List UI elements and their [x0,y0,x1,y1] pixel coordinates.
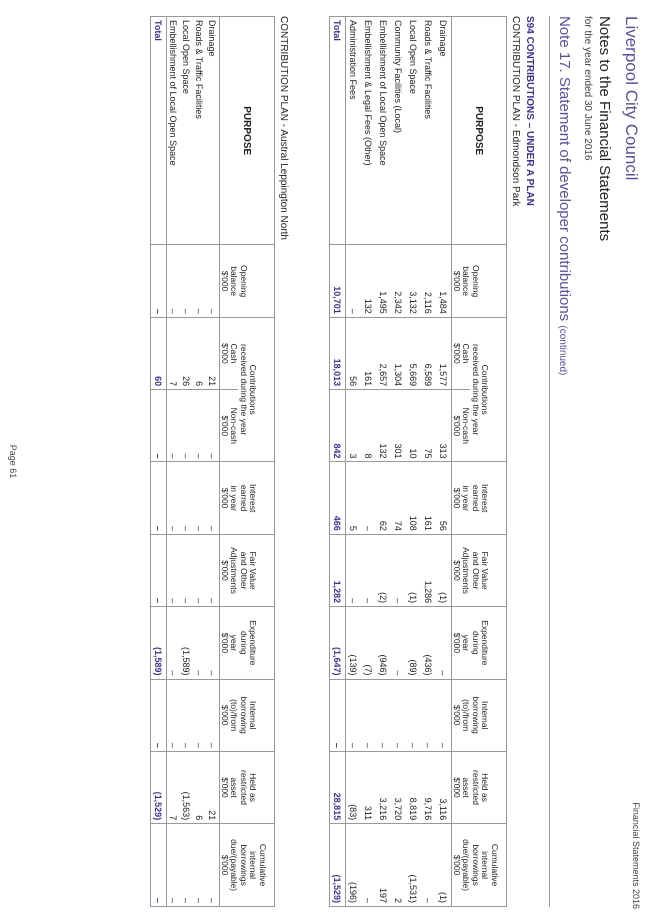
opening-balance-header [219,245,274,317]
total-internal: – [150,679,166,751]
header-line: $'000 [452,777,463,798]
table-row [421,17,436,907]
cell-fairvalue: – [345,534,361,606]
header-line: received during the year [238,344,249,436]
cell-noncash: – [193,390,206,462]
cell-opening: 2,116 [421,245,436,317]
header-line: $'000 [452,704,463,726]
cell-internal: – [361,679,376,751]
cell-opening: 3,132 [406,245,421,317]
header-line: $'000 [220,704,231,726]
row-label: Local Open Space [406,17,421,245]
header-line: Held as [480,773,491,802]
header-line: internal [480,851,491,880]
header-line: $'000 [220,777,231,798]
cell-expenditure: (1,589) [180,607,193,679]
header-line: earned [470,484,481,512]
table-row [345,17,361,907]
note-title [556,16,573,375]
cell-internal: – [193,679,206,751]
header-line: Contributions [480,364,491,415]
cell-noncash: 313 [436,390,452,462]
cell-fairvalue: – [166,534,180,606]
cell-interest: 5 [345,462,361,534]
cell-held: 3,116 [436,751,452,823]
restricted-asset-header [451,751,506,823]
header-line: restricted [470,770,481,806]
header-line: $'000 [220,270,231,292]
header-line: borrowings [470,844,481,886]
row-label: Roads & Traffic Facilities [421,17,436,245]
row-label: Drainage [436,17,452,245]
cell-cumulative: – [421,824,436,907]
cell-interest: – [206,462,220,534]
header-line: $'000 [220,560,231,581]
cell-cash: 2,657 [376,317,391,389]
row-label: Local Open Space [180,17,193,245]
cell-interest: 56 [436,462,452,534]
row-label: Drainage [206,17,220,245]
header-line: Expenditure [248,620,259,666]
total-held: 28,815 [329,751,345,823]
noncash-header [219,390,238,462]
cell-opening: 1,495 [376,245,391,317]
header-line: Fair Value [248,551,259,590]
header-line: Non-cash [229,407,240,444]
table-row [391,17,406,907]
header-line: balance [461,266,472,296]
header-line: $'000 [220,343,231,364]
header-line: Non-cash [461,407,472,444]
cell-expenditure: – [166,607,180,679]
statements-label: Financial Statements 2016 [631,802,641,909]
fair-value-header [451,534,506,606]
cell-expenditure: (436) [421,607,436,679]
cell-internal: – [436,679,452,751]
cell-fairvalue: – [193,534,206,606]
table-row [180,17,193,907]
total-fairvalue: – [150,534,166,606]
opening-balance-header [451,245,506,317]
total-internal: – [329,679,345,751]
cell-held: 6 [193,751,206,823]
total-cumulative: (1,529) [329,824,345,907]
cell-expenditure: (139) [345,607,361,679]
header-line: Opening [238,265,249,298]
total-cash: 60 [150,317,166,389]
plan-title: CONTRIBUTION PLAN - Edmondson Park [510,16,521,207]
header-line: $'000 [452,854,463,876]
header-line: (to)/from [461,699,472,732]
cell-interest: 108 [406,462,421,534]
cell-opening: 2,342 [391,245,406,317]
contributions-header [239,317,275,462]
cell-cash: 5,669 [406,317,421,389]
plan-title: CONTRIBUTION PLAN - Austral Leppington North [278,16,289,240]
total-expenditure: (1,647) [329,607,345,679]
cell-fairvalue: – [361,534,376,606]
header-line: in year [461,485,472,511]
noncash-header [451,390,470,462]
notes-heading: Notes to the Financial Statements [596,16,613,242]
cell-noncash: – [180,390,193,462]
header-line: and Other [470,551,481,590]
cell-interest: 161 [421,462,436,534]
cell-expenditure: (89) [406,607,421,679]
header-line: due/(payable) [461,839,472,892]
total-fairvalue: 1,282 [329,534,345,606]
purpose-header: PURPOSE [451,17,506,245]
cell-noncash: 3 [345,390,361,462]
row-label: Roads & Traffic Facilities [193,17,206,245]
cell-cash: 6,589 [421,317,436,389]
header-line: during [238,631,249,655]
cell-opening: – [180,245,193,317]
cell-fairvalue: (1) [436,534,452,606]
header-line: earned [238,484,249,512]
cell-interest: – [166,462,180,534]
header-line: Cash [229,343,240,364]
expenditure-header [451,607,506,679]
contributions-table [329,16,507,907]
cell-cash: 1,577 [436,317,452,389]
internal-borrowing-header [219,679,274,751]
cell-fairvalue: – [391,534,406,606]
cell-cumulative: 2 [391,824,406,907]
header-line: Opening [470,265,481,298]
cell-held: 9,716 [421,751,436,823]
cell-fairvalue: – [180,534,193,606]
header-line: Interest [480,483,491,513]
total-opening: 10,701 [329,245,345,317]
cell-opening: 1,484 [436,245,452,317]
cell-cumulative: 197 [376,824,391,907]
header-line: $'000 [220,415,231,437]
cell-noncash: 75 [421,390,436,462]
total-label: Total [150,17,166,245]
table-row [436,17,452,907]
header-line: asset [461,777,472,798]
table-row [206,17,220,907]
cell-noncash: – [206,390,220,462]
cell-cash: 1,304 [391,317,406,389]
total-row [329,17,345,907]
total-noncash: 842 [329,390,345,462]
header-line: and Other [238,551,249,590]
cell-noncash: 132 [376,390,391,462]
header-line: year [229,634,240,652]
cell-internal: – [345,679,361,751]
header-line: restricted [238,770,249,806]
header-line: $'000 [452,560,463,581]
cell-opening: – [206,245,220,317]
cell-internal: – [421,679,436,751]
header-line: $'000 [452,415,463,437]
header-line: Adjustments [461,547,472,594]
header-line: $'000 [220,632,231,654]
header-line: $'000 [220,854,231,876]
cash-header [451,317,470,389]
cell-opening: – [193,245,206,317]
row-label: Embellishment & Legal Fees (Other) [361,17,376,245]
cell-interest: 74 [391,462,406,534]
header-line: Internal [480,701,491,730]
note-title-text: Note 17. Statement of developer contributions [556,16,573,322]
cell-cumulative: – [180,824,193,907]
cell-cumulative: – [166,824,180,907]
fair-value-header [219,534,274,606]
cell-held: 3,216 [376,751,391,823]
cell-expenditure: (946) [376,607,391,679]
header-line: Internal [248,701,259,730]
header-line: Contributions [248,364,259,415]
header-line: $'000 [452,632,463,654]
total-cumulative: – [150,824,166,907]
council-name: Liverpool City Council [622,16,641,181]
cell-noncash: 8 [361,390,376,462]
cell-cash: 6 [193,317,206,389]
header-line: Adjustments [229,547,240,594]
cell-internal: – [206,679,220,751]
header-line: $'000 [452,343,463,364]
total-held: (1,529) [150,751,166,823]
page-number: Page 61 [8,444,18,479]
row-label: Embellishment of Local Open Space [376,17,391,245]
contributions-header [471,317,507,462]
header-line: Expenditure [480,620,491,666]
cell-fairvalue: – [206,534,220,606]
cell-cash: 56 [345,317,361,389]
cell-internal: – [180,679,193,751]
header-line: Held as [248,773,259,802]
header-line: year [461,634,472,652]
cell-held: 21 [206,751,220,823]
cell-internal: – [391,679,406,751]
cell-cumulative: – [193,824,206,907]
header-line: due/(payable) [229,839,240,892]
header-line: Cash [461,343,472,364]
cell-fairvalue: (1) [406,534,421,606]
header-line: during [470,631,481,655]
cell-cumulative: (196) [345,824,361,907]
table-row [406,17,421,907]
total-row [150,17,166,907]
header-line: in year [229,485,240,511]
header-line: $'000 [452,270,463,292]
expenditure-header [219,607,274,679]
cell-cash: 26 [180,317,193,389]
cell-expenditure: – [193,607,206,679]
cell-internal: – [166,679,180,751]
cell-cash: 161 [361,317,376,389]
cell-held: (83) [345,751,361,823]
internal-borrowing-header [451,679,506,751]
total-expenditure: (1,589) [150,607,166,679]
cumulative-borrowings-header [219,824,274,907]
header-line: borrowing [470,696,481,734]
total-label: Total [329,17,345,245]
header-line: Interest [248,483,259,513]
header-line: internal [248,851,259,880]
header-line: (to)/from [229,699,240,732]
total-interest: 466 [329,462,345,534]
cell-expenditure: – [436,607,452,679]
table-row [166,17,180,907]
cell-expenditure: – [391,607,406,679]
table-row [193,17,206,907]
row-label: Administration Fees [345,17,361,245]
cell-fairvalue: 1,286 [421,534,436,606]
total-interest: – [150,462,166,534]
purpose-header: PURPOSE [219,17,274,245]
row-label: Embellishment of Local Open Space [166,17,180,245]
period-text: for the year ended 30 June 2016 [582,16,593,161]
cell-held: 311 [361,751,376,823]
cell-cumulative: – [206,824,220,907]
cell-interest: – [180,462,193,534]
cell-interest: – [193,462,206,534]
row-label: Community Facilities (Local) [391,17,406,245]
section-title: S94 CONTRIBUTIONS – UNDER A PLAN [524,16,535,206]
contributions-table [150,16,275,907]
cell-internal: – [376,679,391,751]
cell-interest: 62 [376,462,391,534]
cell-noncash: 301 [391,390,406,462]
interest-header [451,462,506,534]
cell-cash: 21 [206,317,220,389]
header-line: Fair Value [480,551,491,590]
cell-cash: 7 [166,317,180,389]
cell-cumulative: (1) [436,824,452,907]
header-line: balance [229,266,240,296]
cell-cumulative: – [361,824,376,907]
header-line: Cumulative [489,843,500,887]
divider [549,16,550,907]
restricted-asset-header [219,751,274,823]
cell-expenditure: (7) [361,607,376,679]
cell-fairvalue: (2) [376,534,391,606]
cell-held: 7 [166,751,180,823]
total-opening: – [150,245,166,317]
note-continued: (continued) [557,325,568,376]
cell-cumulative: (1,531) [406,824,421,907]
cell-opening: 132 [361,245,376,317]
cell-interest: – [361,462,376,534]
header-line: $'000 [220,487,231,509]
cell-opening: – [166,245,180,317]
total-cash: 18,013 [329,317,345,389]
table-row [376,17,391,907]
cell-expenditure: – [206,607,220,679]
header-line: borrowings [238,844,249,886]
header-line: borrowing [238,696,249,734]
cumulative-borrowings-header [451,824,506,907]
cash-header [219,317,238,389]
cell-held: (1,563) [180,751,193,823]
cell-opening: – [345,245,361,317]
cell-noncash: – [166,390,180,462]
cell-held: 8,819 [406,751,421,823]
total-noncash: – [150,390,166,462]
header-line: received during the year [470,344,481,436]
table-row [361,17,376,907]
header-line: asset [229,777,240,798]
header-line: $'000 [452,487,463,509]
cell-noncash: 10 [406,390,421,462]
interest-header [219,462,274,534]
cell-internal: – [406,679,421,751]
cell-held: 3,720 [391,751,406,823]
header-line: Cumulative [257,843,268,887]
